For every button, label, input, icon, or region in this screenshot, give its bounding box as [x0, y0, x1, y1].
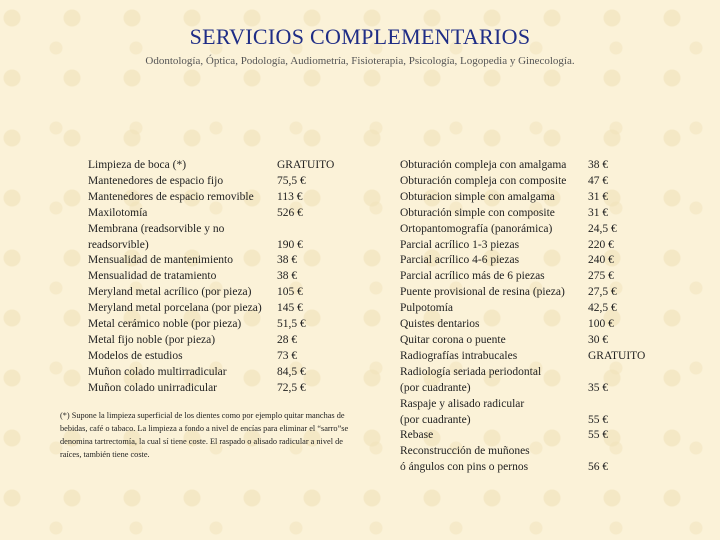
service-name-line: Obturación simple con composite: [400, 206, 555, 219]
page-subtitle: Odontología, Óptica, Podología, Audiometría, Fisioterapia, Psicología, Logopedia y Ginecología.: [145, 55, 575, 67]
service-name-line: Obturación compleja con amalgama: [400, 159, 567, 171]
service-name: [400, 158, 588, 174]
service-price: 27,5 €: [588, 286, 617, 299]
service-row: [400, 365, 658, 397]
service-price: 73 €: [277, 349, 298, 362]
service-name: [400, 317, 588, 333]
service-name-line: Mantenedores de espacio removible: [88, 190, 254, 203]
service-name-line: Parcial acrílico 1-3 piezas: [400, 238, 520, 251]
service-name: [400, 349, 588, 365]
service-price: 145 €: [277, 302, 303, 315]
service-row: [88, 285, 347, 301]
service-row: [88, 269, 347, 285]
service-name: [400, 333, 588, 349]
service-row: [88, 301, 347, 317]
service-row: [400, 444, 658, 476]
service-name-line: (por cuadrante): [400, 413, 471, 426]
service-row: [88, 333, 347, 349]
service-name: [400, 206, 588, 222]
service-row: [400, 269, 658, 285]
service-name-line: Obturación compleja con composite: [400, 174, 567, 187]
service-price: 38 €: [277, 254, 298, 267]
service-name: [88, 269, 277, 285]
service-price: 75,5 €: [277, 174, 306, 187]
service-price: 42,5 €: [588, 302, 617, 315]
service-row: [400, 349, 658, 365]
service-name-line: Radiografías intrabucales: [400, 349, 518, 362]
service-row: [88, 190, 347, 206]
service-name-line: Maxilotomía: [88, 206, 148, 219]
service-name: [400, 222, 588, 238]
service-name-line: Mensualidad de tratamiento: [88, 270, 217, 283]
service-name-line: Rebase: [400, 429, 434, 442]
service-name: [400, 269, 588, 285]
service-price: GRATUITO: [277, 159, 335, 171]
service-row: [400, 301, 658, 317]
right-price-list: [400, 158, 658, 476]
service-name-line: Muñon colado multirradicular: [88, 365, 227, 378]
service-name-line: Pulpotomía: [400, 302, 454, 315]
service-name: [88, 365, 277, 381]
service-row: [400, 317, 658, 333]
service-row: [88, 222, 347, 254]
service-name-line: Muñon colado unirradicular: [88, 381, 218, 394]
service-name: [88, 349, 277, 365]
service-price: 113 €: [277, 190, 303, 203]
service-price: 24,5 €: [588, 222, 617, 235]
service-row: [400, 333, 658, 349]
service-row: [400, 238, 658, 254]
service-name: [400, 253, 588, 269]
service-price: 55 €: [588, 413, 609, 426]
service-row: [88, 253, 347, 269]
service-name-line: Metal cerámico noble (por pieza): [88, 318, 242, 331]
service-name-line: Raspaje y alisado radicular: [400, 397, 525, 410]
service-price: 30 €: [588, 333, 609, 346]
service-name: [400, 174, 588, 190]
service-price: 84,5 €: [277, 365, 306, 378]
service-price: 72,5 €: [277, 381, 306, 394]
service-name-line: Mantenedores de espacio fijo: [88, 174, 224, 187]
service-name: [88, 333, 277, 349]
service-price: 526 €: [277, 206, 303, 219]
service-name-line: Quistes dentarios: [400, 318, 480, 331]
service-price: 275 €: [588, 270, 614, 283]
service-name: [88, 222, 277, 254]
service-name: [88, 381, 277, 397]
service-name: [88, 190, 277, 206]
service-row: [88, 365, 347, 381]
service-name-line: Ortopantomografía (panorámica): [400, 222, 553, 235]
service-row: [400, 206, 658, 222]
service-row: [88, 349, 347, 365]
service-name-line: Limpieza de boca (*): [88, 159, 187, 171]
service-row: [400, 397, 658, 429]
service-name-line: Reconstrucción de muñones: [400, 445, 530, 458]
service-row: [400, 285, 658, 301]
service-name: [400, 444, 588, 476]
service-name-line: Modelos de estudios: [88, 349, 183, 362]
service-name: [400, 428, 588, 444]
service-name-line: Puente provisional de resina (pieza): [400, 286, 565, 299]
service-name: [400, 301, 588, 317]
service-name-line: Parcial acrílico más de 6 piezas: [400, 270, 545, 283]
service-row: [400, 222, 658, 238]
service-price: 100 €: [588, 318, 614, 331]
service-name-line: Mensualidad de mantenimiento: [88, 254, 233, 267]
service-price: 220 €: [588, 238, 614, 251]
service-row: [88, 381, 347, 397]
service-row: [400, 253, 658, 269]
service-name-line: Quitar corona o puente: [400, 333, 506, 346]
service-name: [400, 365, 588, 397]
service-name-line: Radiología seriada periodontal: [400, 365, 542, 378]
service-name: [400, 238, 588, 254]
service-price: 31 €: [588, 190, 609, 203]
service-name-line: Parcial acrílico 4-6 piezas: [400, 254, 520, 267]
service-price: GRATUITO: [588, 349, 646, 362]
service-price: 38 €: [588, 159, 609, 171]
service-name-line: Metal fijo noble (por pieza): [88, 333, 216, 346]
service-name-line: Obturacion simple con amalgama: [400, 190, 555, 203]
service-name: [88, 317, 277, 333]
service-row: [400, 190, 658, 206]
service-price: 51,5 €: [277, 318, 306, 331]
service-price: 56 €: [588, 461, 609, 474]
service-row: [400, 158, 658, 174]
service-name: [88, 285, 277, 301]
service-name-line: Meryland metal acrílico (por pieza): [88, 286, 252, 299]
service-name-line: Meryland metal porcelana (por pieza): [88, 302, 262, 315]
service-name: [88, 174, 277, 190]
service-row: [400, 428, 658, 444]
service-row: [400, 174, 658, 190]
service-price: 38 €: [277, 270, 298, 283]
service-row: [88, 174, 347, 190]
service-name: [400, 285, 588, 301]
service-name-line: ó ángulos con pins o pernos: [400, 461, 529, 474]
service-price: 240 €: [588, 254, 614, 267]
service-name: [88, 253, 277, 269]
service-price: 31 €: [588, 206, 609, 219]
service-name-line: Membrana (readsorvible y no: [88, 222, 225, 235]
service-name: [88, 301, 277, 317]
service-name-line: readsorvible): [88, 238, 149, 251]
service-name-line: (por cuadrante): [400, 381, 471, 394]
service-row: [88, 206, 347, 222]
service-row: [88, 158, 347, 174]
service-price: 28 €: [277, 333, 298, 346]
page-title: SERVICIOS COMPLEMENTARIOS: [189, 24, 531, 49]
footnote: (*) Supone la limpieza superficial de los dientes como por ejemplo quitar manchas de bebidas, café o tabaco. La limpieza a fondo a nivel de encías para eliminar el “sarro”se denomina tartrectomía, la cual sí tiene coste. El raspado o alisado radicular a nivel de raíces, también tiene coste.: [60, 411, 349, 459]
service-price: 190 €: [277, 238, 303, 251]
service-name: [400, 190, 588, 206]
service-name: [88, 158, 277, 174]
service-row: [88, 317, 347, 333]
left-price-list: [88, 158, 347, 397]
service-price: 55 €: [588, 429, 609, 442]
service-name: [400, 397, 588, 429]
service-price: 35 €: [588, 381, 609, 394]
service-name: [88, 206, 277, 222]
service-price: 47 €: [588, 174, 609, 187]
service-price: 105 €: [277, 286, 303, 299]
